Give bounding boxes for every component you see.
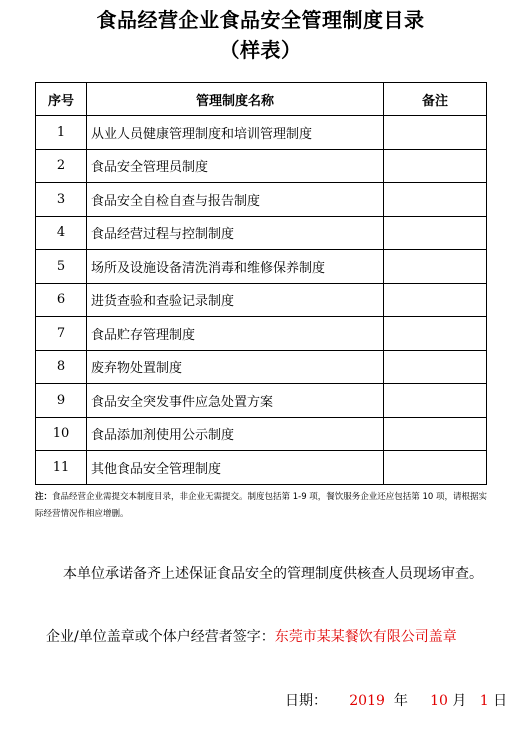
table-row	[36, 384, 487, 418]
date-day: 1	[479, 693, 489, 709]
row-number: 6	[36, 283, 87, 317]
table-row	[36, 149, 487, 183]
header-system-name: 管理制度名称	[87, 83, 384, 116]
date-line	[285, 690, 507, 710]
row-system-name: 其他食品安全管理制度	[87, 451, 384, 485]
document-subtitle: （样表）	[219, 38, 302, 62]
row-remark	[384, 116, 487, 150]
row-remark	[384, 451, 487, 485]
row-system-name: 食品安全突发事件应急处置方案	[87, 384, 384, 418]
row-number: 1	[36, 116, 87, 150]
row-number: 9	[36, 384, 87, 418]
row-number: 11	[36, 451, 87, 485]
signature-label: 企业/单位盖章或个体户经营者签字：	[46, 629, 275, 645]
date-label: 日期：	[285, 693, 327, 709]
row-remark	[384, 216, 487, 250]
row-remark	[384, 283, 487, 317]
table-row	[36, 116, 487, 150]
row-system-name: 进货查验和查验记录制度	[87, 283, 384, 317]
table-row	[36, 417, 487, 451]
row-number: 4	[36, 216, 87, 250]
table-row	[36, 350, 487, 384]
row-system-name: 废弃物处置制度	[87, 350, 384, 384]
document-title: 食品经营企业食品安全管理制度目录	[96, 8, 425, 32]
row-system-name: 食品贮存管理制度	[87, 317, 384, 351]
row-remark	[384, 149, 487, 183]
date-month: 10	[430, 693, 448, 709]
signature-line	[46, 626, 457, 648]
row-system-name: 从业人员健康管理制度和培训管理制度	[87, 116, 384, 150]
row-system-name: 食品经营过程与控制制度	[87, 216, 384, 250]
footnote-label: 注：	[35, 492, 53, 502]
signature-value: 东莞市某某餐饮有限公司盖章	[274, 629, 457, 645]
header-remark: 备注	[384, 83, 487, 116]
system-catalog-table	[35, 82, 487, 485]
commitment-statement: 本单位承诺备齐上述保证食品安全的管理制度供核查人员现场审查。	[63, 566, 483, 582]
date-day-unit: 日	[493, 693, 508, 709]
table-row	[36, 183, 487, 217]
row-remark	[384, 384, 487, 418]
row-system-name: 场所及设施设备清洗消毒和维修保养制度	[87, 250, 384, 284]
table-row	[36, 216, 487, 250]
date-year-unit: 年	[393, 693, 408, 709]
row-number: 5	[36, 250, 87, 284]
row-system-name: 食品安全自检自查与报告制度	[87, 183, 384, 217]
row-remark	[384, 250, 487, 284]
date-month-unit: 月	[452, 693, 467, 709]
table-row	[36, 451, 487, 485]
header-serial: 序号	[36, 83, 87, 116]
row-number: 8	[36, 350, 87, 384]
row-remark	[384, 317, 487, 351]
table-row	[36, 317, 487, 351]
row-system-name: 食品添加剂使用公示制度	[87, 417, 384, 451]
row-number: 7	[36, 317, 87, 351]
row-system-name: 食品安全管理员制度	[87, 149, 384, 183]
footnote	[35, 489, 490, 523]
row-number: 10	[36, 417, 87, 451]
footnote-text: 食品经营企业需提交本制度目录，非企业无需提交。制度包括第 1-9 项，餐饮服务企业还应包括第 10 项，请根据实际经营情况作相应增删。	[35, 492, 488, 519]
table-row	[36, 283, 487, 317]
date-year: 2019	[349, 693, 385, 709]
row-remark	[384, 350, 487, 384]
row-number: 3	[36, 183, 87, 217]
row-remark	[384, 183, 487, 217]
table-row	[36, 250, 487, 284]
row-number: 2	[36, 149, 87, 183]
table-header-row	[36, 83, 487, 116]
row-remark	[384, 417, 487, 451]
